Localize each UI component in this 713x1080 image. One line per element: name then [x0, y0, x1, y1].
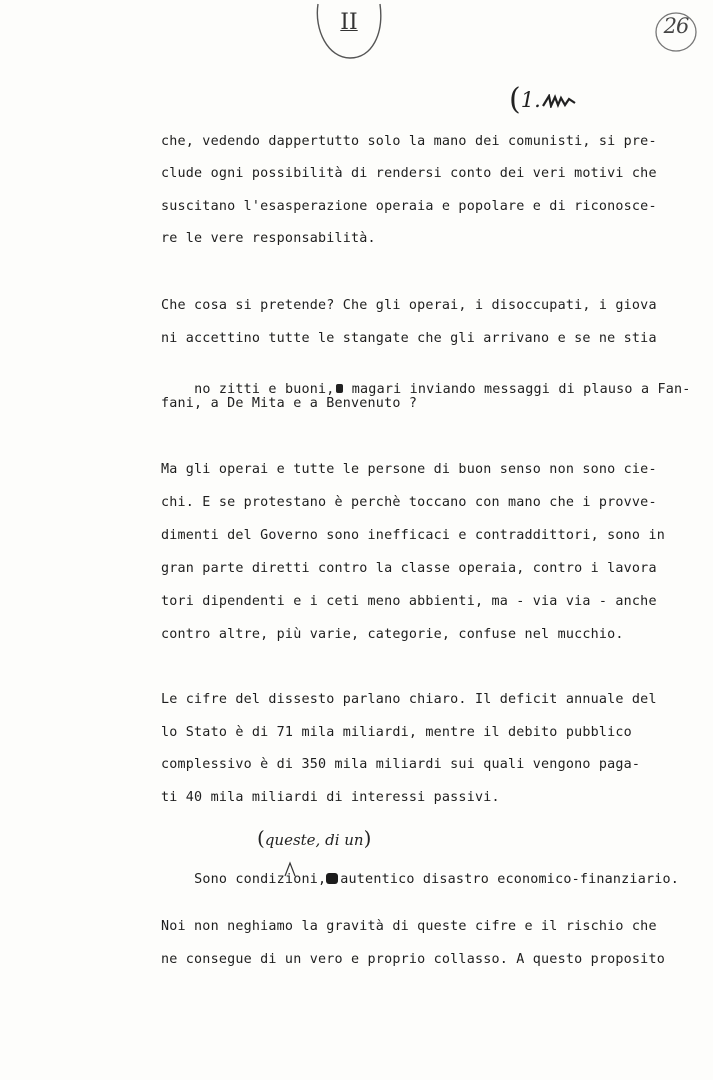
text-fragment: autentico disastro economico-finanziario.	[340, 872, 680, 887]
text-line: fani, a De Mita e a Benvenuto ?	[161, 396, 418, 411]
text-line: chi. E se protestano è perchè toccano con mano che i provve-	[161, 495, 657, 510]
top-note-text: 1.	[520, 88, 541, 112]
text-line: Le cifre del dissesto parlano chiaro. Il deficit annuale del	[161, 692, 657, 707]
text-line: contro altre, più varie, categorie, confuse nel mucchio.	[161, 627, 624, 642]
text-line: clude ogni possibilità di rendersi conto dei veri motivi che	[161, 166, 657, 181]
text-line: ti 40 mila miliardi di interessi passivi.	[161, 790, 500, 805]
text-fragment: magari inviando messaggi di plauso a Fan-	[351, 382, 691, 397]
text-line: suscitano l'esasperazione operaia e popolare e di riconosce-	[161, 199, 657, 214]
text-line: Che cosa si pretende? Che gli operai, i disoccupati, i giova	[161, 298, 657, 313]
ink-correction-mark	[326, 873, 338, 884]
top-handwritten-note: (1.	[509, 82, 577, 117]
insertion-text: queste, di un	[264, 831, 364, 849]
text-line: gran parte diretti contro la classe operaia, contro i lavora	[161, 561, 657, 576]
text-fragment: no zitti e buoni,	[194, 382, 335, 397]
text-line: che, vedendo dappertutto solo la mano dei comunisti, si pre-	[161, 134, 657, 149]
text-line: ne consegue di un vero e proprio collasso. A questo proposito	[161, 952, 665, 967]
text-line: ni accettino tutte le stangate che gli arrivano e se ne stia	[161, 331, 657, 346]
text-fragment: Sono condizioni,	[194, 872, 327, 887]
text-line: re le vere responsabilità.	[161, 231, 376, 246]
text-line: tori dipendenti e i ceti meno abbienti, ma - via via - anche	[161, 594, 657, 609]
text-line: complessivo è di 350 mila miliardi sui quali vengono paga-	[161, 757, 641, 772]
section-mark: II	[340, 10, 358, 35]
text-line: Ma gli operai e tutte le persone di buon senso non sono cie-	[161, 462, 657, 477]
ink-correction-mark	[336, 384, 343, 393]
handwritten-insertion: (queste, di un)	[257, 826, 372, 850]
text-line: dimenti del Governo sono inefficaci e contraddittori, sono in	[161, 528, 665, 543]
page-number: 26	[663, 14, 689, 38]
text-line	[161, 853, 679, 907]
scribble-mark	[541, 94, 577, 108]
text-line: lo Stato è di 71 mila miliardi, mentre il debito pubblico	[161, 725, 632, 740]
text-line: Noi non neghiamo la gravità di queste cifre e il rischio che	[161, 919, 657, 934]
